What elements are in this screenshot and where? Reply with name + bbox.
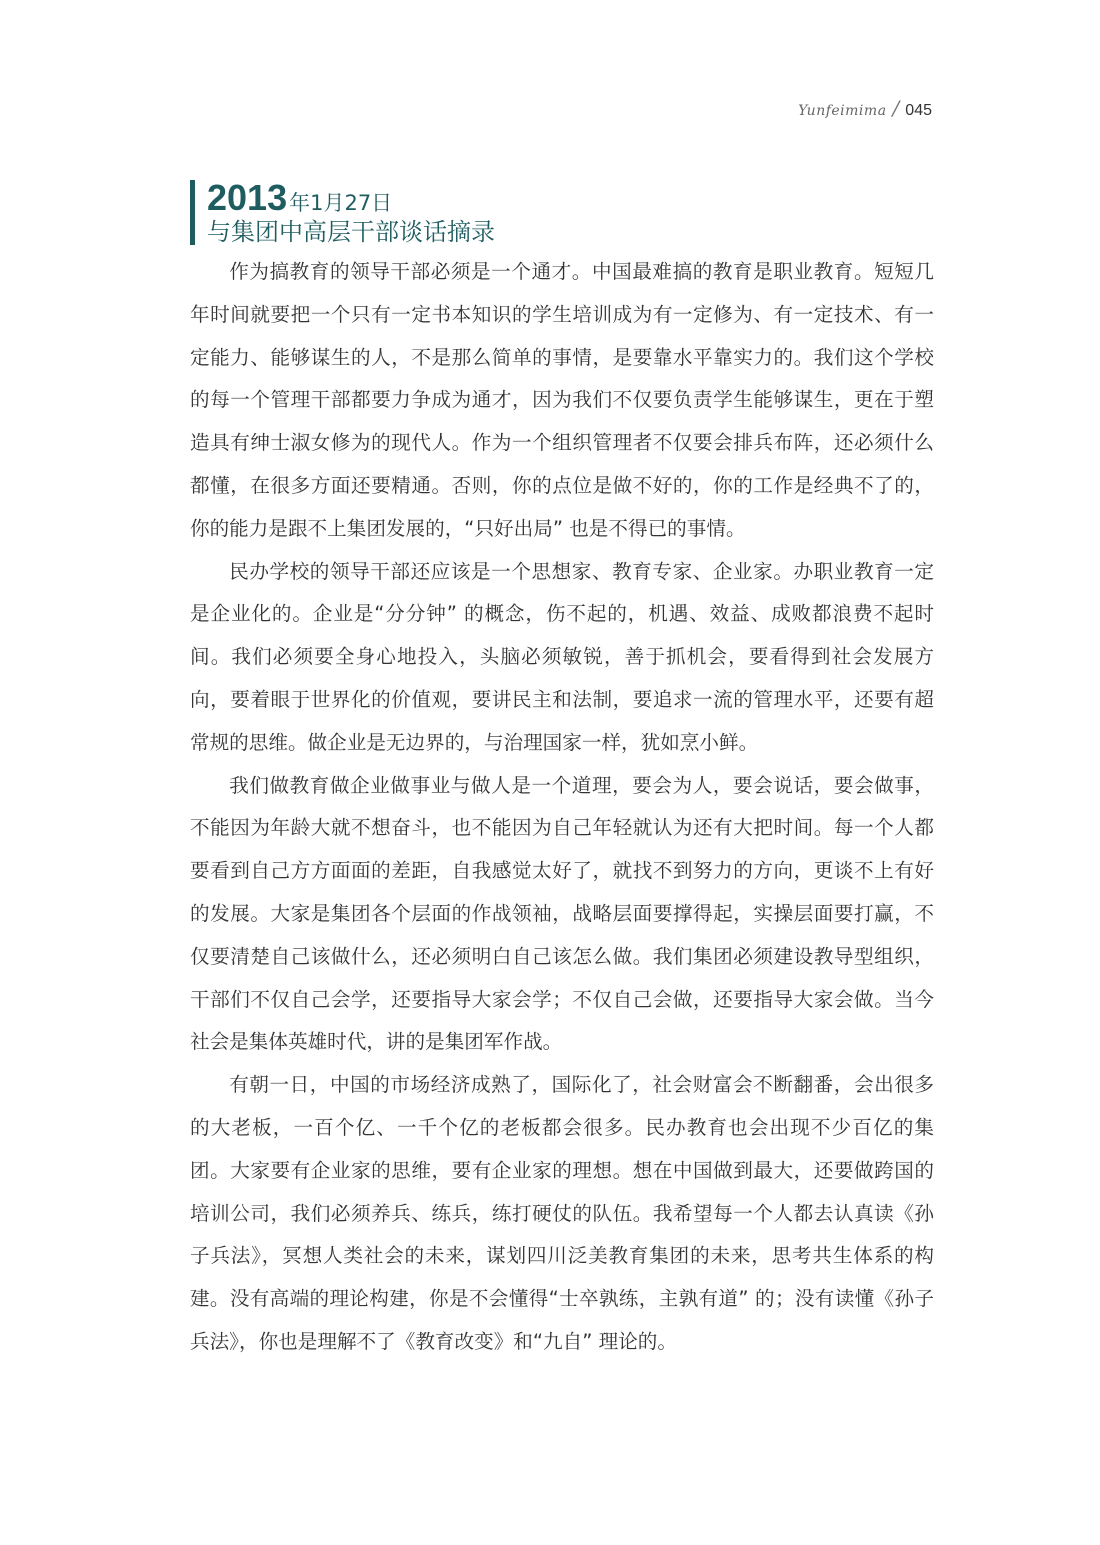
article-title-block xyxy=(190,177,495,246)
running-header xyxy=(798,96,932,120)
article-subtitle: 与集团中高层干部谈话摘录 xyxy=(207,218,495,246)
title-year: 2013 xyxy=(207,177,288,218)
paragraph-4: 有朝一日，中国的市场经济成熟了，国际化了，社会财富会不断翻番，会出很多的大老板，一百个亿、一千个亿的老板都会很多。民办教育也会出现不少百亿的集团。大家要有企业家的思维，要有企业家的理想。想在中国做到最大，还要做跨国的培训公司，我们必须养兵、练兵，练打硬仗的队伍。我希望每一个人都去认真读《孙子兵法》，冥想人类社会的未来，谋划四川泛美教育集团的未来，思考共生体系的构建。没有高端的理论构建，你是不会懂得“士卒孰练，主孰有道” 的；没有读懂《孙子兵法》，你也是理解不了《教育改变》和“九自” 理论的。 xyxy=(190,1073,934,1353)
brand-name: Yunfeimima xyxy=(798,103,887,119)
header-separator: / xyxy=(892,96,900,120)
title-date: 年1月27日 xyxy=(289,191,393,215)
paragraph-3: 我们做教育做企业做事业与做人是一个道理，要会为人，要会说话，要会做事，不能因为年龄大就不想奋斗，也不能因为自己年轻就认为还有大把时间。每一个人都要看到自己方方面面的差距，自我感觉太好了，就找不到努力的方向，更谈不上有好的发展。大家是集团各个层面的作战领袖，战略层面要撑得起，实操层面要打赢，不仅要清楚自己该做什么，还必须明白自己该怎么做。我们集团必须建设教导型组织，干部们不仅自己会学，还要指导大家会学；不仅自己会做，还要指导大家会做。当今社会是集体英雄时代，讲的是集团军作战。 xyxy=(190,773,934,1054)
page-number: 045 xyxy=(905,102,932,119)
article-body xyxy=(190,251,934,1364)
paragraph-2: 民办学校的领导干部还应该是一个思想家、教育专家、企业家。办职业教育一定是企业化的。企业是“分分钟” 的概念，伤不起的，机遇、效益、成败都浪费不起时间。我们必须要全身心地投入，头脑必须敏锐，善于抓机会，要看得到社会发展方向，要着眼于世界化的价值观，要讲民主和法制，要追求一流的管理水平，还要有超常规的思维。做企业是无边界的，与治理国家一样，犹如烹小鲜。 xyxy=(190,559,934,754)
title-date-line xyxy=(207,177,495,218)
paragraph-1: 作为搞教育的领导干部必须是一个通才。中国最难搞的教育是职业教育。短短几年时间就要把一个只有一定书本知识的学生培训成为有一定修为、有一定技术、有一定能力、能够谋生的人，不是那么简单的事情，是要靠水平靠实力的。我们这个学校的每一个管理干部都要力争成为通才，因为我们不仅要负责学生能够谋生，更在于塑造具有绅士淑女修为的现代人。作为一个组织管理者不仅要会排兵布阵，还必须什么都懂，在很多方面还要精通。否则，你的点位是做不好的，你的工作是经典不了的，你的能力是跟不上集团发展的，“只好出局” 也是不得已的事情。 xyxy=(190,260,934,540)
